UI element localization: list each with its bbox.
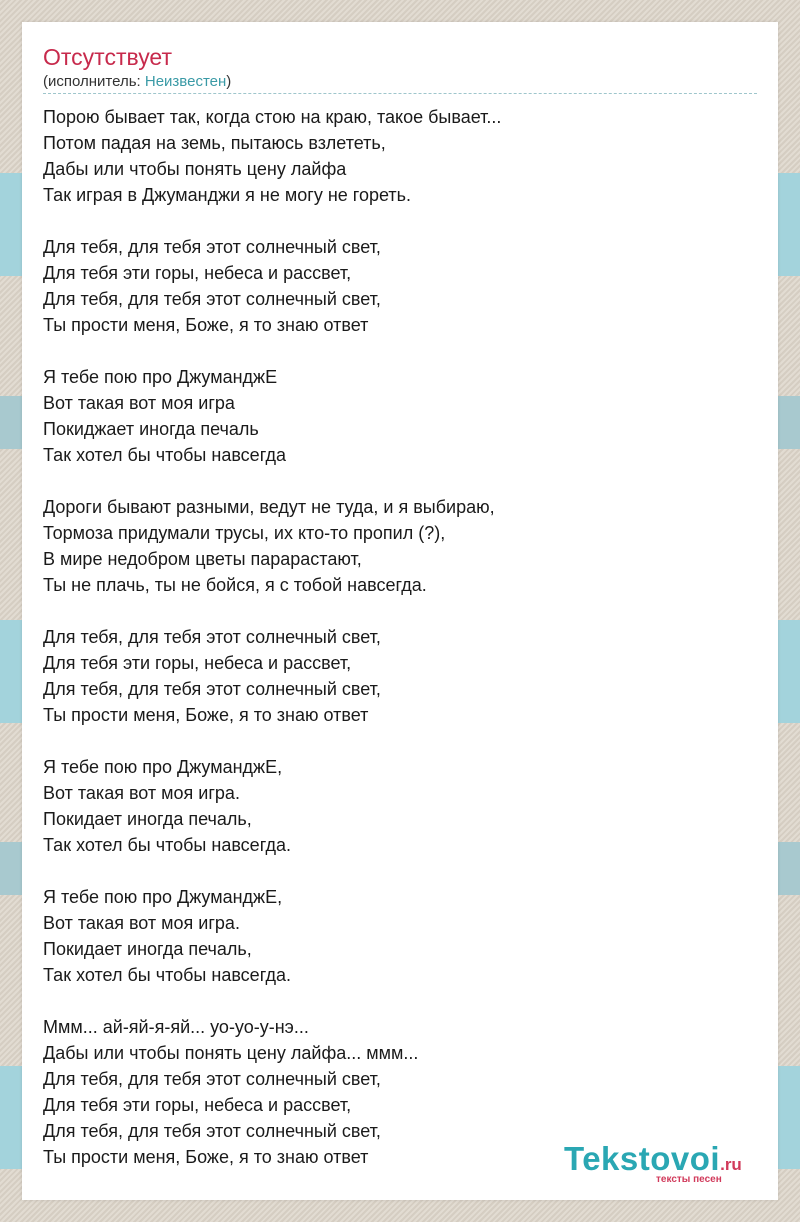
lyrics-stanza (43, 494, 757, 598)
lyrics-line: Покидает иногда печаль, (43, 939, 252, 959)
logo-tld: .ru (720, 1155, 742, 1174)
lyrics-line: Для тебя, для тебя этот солнечный свет, (43, 289, 381, 309)
lyrics-line: Ты прости меня, Боже, я то знаю ответ (43, 315, 369, 335)
lyrics-line: Вот такая вот моя игра (43, 393, 235, 413)
song-title: Отсутствует (43, 44, 172, 70)
lyrics-line: Я тебе пою про ДжуманджЕ, (43, 757, 283, 777)
lyrics-line: Для тебя, для тебя этот солнечный свет, (43, 627, 381, 647)
lyrics-line: Ты прости меня, Боже, я то знаю ответ (43, 705, 369, 725)
artist-suffix: ) (226, 73, 232, 90)
site-logo[interactable] (564, 1140, 770, 1188)
lyrics-line: Дабы или чтобы понять цену лайфа... ммм... (43, 1043, 419, 1063)
lyrics-line: Покидает иногда печаль, (43, 809, 252, 829)
lyrics-line: В мире недобром цветы парарастают, (43, 549, 362, 569)
lyrics-line: Вот такая вот моя игра. (43, 783, 240, 803)
lyrics-line: Для тебя эти горы, небеса и рассвет, (43, 653, 352, 673)
lyrics-line: Ты прости меня, Боже, я то знаю ответ (43, 1147, 369, 1167)
lyrics-line: Дабы или чтобы понять цену лайфа (43, 159, 347, 179)
lyrics-line: Так хотел бы чтобы навсегда. (43, 965, 291, 985)
lyrics-text (43, 104, 757, 1170)
logo-tagline: тексты песен (656, 1174, 722, 1185)
lyrics-line: Дороги бывают разными, ведут не туда, и я выбираю, (43, 497, 495, 517)
lyrics-stanza (43, 364, 757, 468)
lyrics-line: Ммм... ай-яй-я-яй... уо-уо-у-нэ... (43, 1017, 309, 1037)
lyrics-line: Для тебя, для тебя этот солнечный свет, (43, 1121, 381, 1141)
lyrics-line: Для тебя, для тебя этот солнечный свет, (43, 237, 381, 257)
lyrics-line: Порою бывает так, когда стою на краю, такое бывает... (43, 107, 502, 127)
lyrics-line: Так хотел бы чтобы навсегда. (43, 835, 291, 855)
lyrics-stanza (43, 884, 757, 988)
lyrics-card (22, 22, 778, 1200)
lyrics-stanza (43, 754, 757, 858)
lyrics-line: Так играя в Джуманджи я не могу не гореть. (43, 185, 412, 205)
logo-name: Tekstovoi (564, 1140, 721, 1177)
lyrics-line: Тормоза придумали трусы, их кто-то пропил (?), (43, 523, 446, 543)
lyrics-line: Так хотел бы чтобы навсегда (43, 445, 286, 465)
artist-link[interactable]: Неизвестен (144, 73, 227, 90)
lyrics-line: Для тебя эти горы, небеса и рассвет, (43, 1095, 352, 1115)
lyrics-line: Для тебя, для тебя этот солнечный свет, (43, 1069, 381, 1089)
lyrics-stanza (43, 234, 757, 338)
lyrics-line: Покиджает иногда печаль (43, 419, 259, 439)
lyrics-line: Я тебе пою про ДжуманджЕ (43, 367, 278, 387)
lyrics-line: Ты не плачь, ты не бойся, я с тобой навсегда. (43, 575, 427, 595)
artist-line (43, 72, 231, 92)
lyrics-stanza (43, 624, 757, 728)
lyrics-line: Для тебя, для тебя этот солнечный свет, (43, 679, 381, 699)
lyrics-line: Я тебе пою про ДжуманджЕ, (43, 887, 283, 907)
lyrics-line: Вот такая вот моя игра. (43, 913, 240, 933)
artist-prefix: (исполнитель: (43, 73, 145, 90)
lyrics-line: Потом падая на земь, пытаюсь взлететь, (43, 133, 386, 153)
lyrics-line: Для тебя эти горы, небеса и рассвет, (43, 263, 352, 283)
title-divider (43, 93, 757, 94)
lyrics-stanza (43, 104, 757, 208)
